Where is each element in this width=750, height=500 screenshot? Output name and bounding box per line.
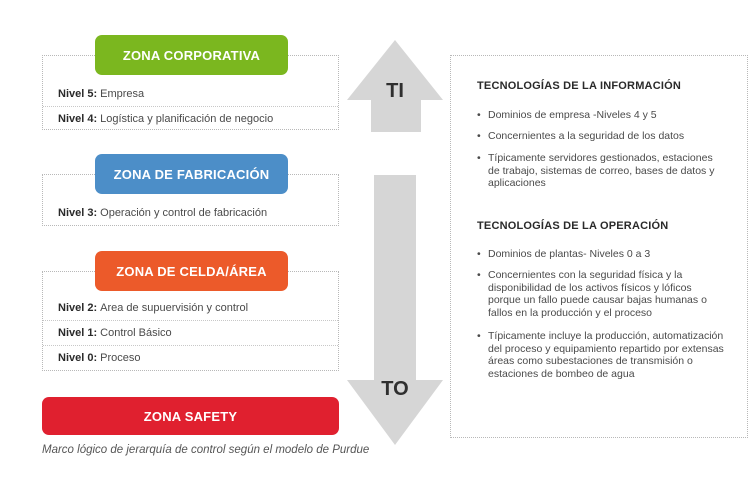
level-description: Proceso: [100, 351, 141, 364]
level-number: Nivel 2:: [58, 302, 98, 314]
level-row-1: [43, 320, 338, 344]
info-panel: [450, 55, 748, 438]
to-down-arrow: [347, 175, 443, 445]
level-description: Logística y planificación de negocio: [100, 112, 274, 125]
level-row-2: [43, 296, 338, 320]
ti-bullet: • Concernientes a la seguridad de los datos: [477, 130, 727, 143]
figure-caption: Marco lógico de jerarquía de control según el modelo de Purdue: [42, 444, 370, 456]
zone-safety-label: ZONA SAFETY: [42, 397, 339, 435]
level-number: Nivel 0:: [58, 351, 98, 364]
to-bullet: • Típicamente incluye la producción, automatización del proceso y equipamiento repartido por extensas áreas como subestaciones de transmisión o estaciones de bombeo de agua: [477, 330, 727, 380]
level-description: Area de supuervisión y control: [100, 302, 249, 314]
level-description: Control Básico: [100, 326, 172, 339]
ti-section-title: TECNOLOGÍAS DE LA INFORMACIÓN: [477, 80, 681, 92]
level-number: Nivel 3:: [58, 207, 98, 219]
level-row-3: [43, 201, 338, 225]
to-bullet: • Dominios de plantas- Niveles 0 a 3: [477, 248, 727, 261]
ti-bullet: • Dominios de empresa -Niveles 4 y 5: [477, 109, 727, 122]
zone-fabricacion-label: ZONA DE FABRICACIÓN: [95, 154, 288, 194]
zone-celda-label: ZONA DE CELDA/ÁREA: [95, 251, 288, 291]
to-label: TO: [381, 378, 409, 400]
level-number: Nivel 1:: [58, 326, 98, 339]
level-description: Operación y control de fabricación: [100, 207, 268, 219]
level-number: Nivel 4:: [58, 112, 98, 125]
to-section-title: TECNOLOGÍAS DE LA OPERACIÓN: [477, 220, 669, 232]
level-row-4: [43, 106, 338, 130]
level-row-0: [43, 345, 338, 369]
to-bullet: • Concernientes con la seguridad física y la disponibilidad de los activos físicos y lóficos porque un fallo puede causar bajas humanas o fallos en la producción y el proceso: [477, 269, 727, 319]
level-description: Empresa: [100, 88, 145, 100]
level-number: Nivel 5:: [58, 88, 98, 100]
ti-label: TI: [386, 80, 404, 102]
zone-corporativa-label: ZONA CORPORATIVA: [95, 35, 288, 75]
ti-bullet: • Típicamente servidores gestionados, estaciones de trabajo, sistemas de correo, bases de datos y aplicaciones: [477, 152, 727, 190]
level-row-5: [43, 82, 338, 106]
